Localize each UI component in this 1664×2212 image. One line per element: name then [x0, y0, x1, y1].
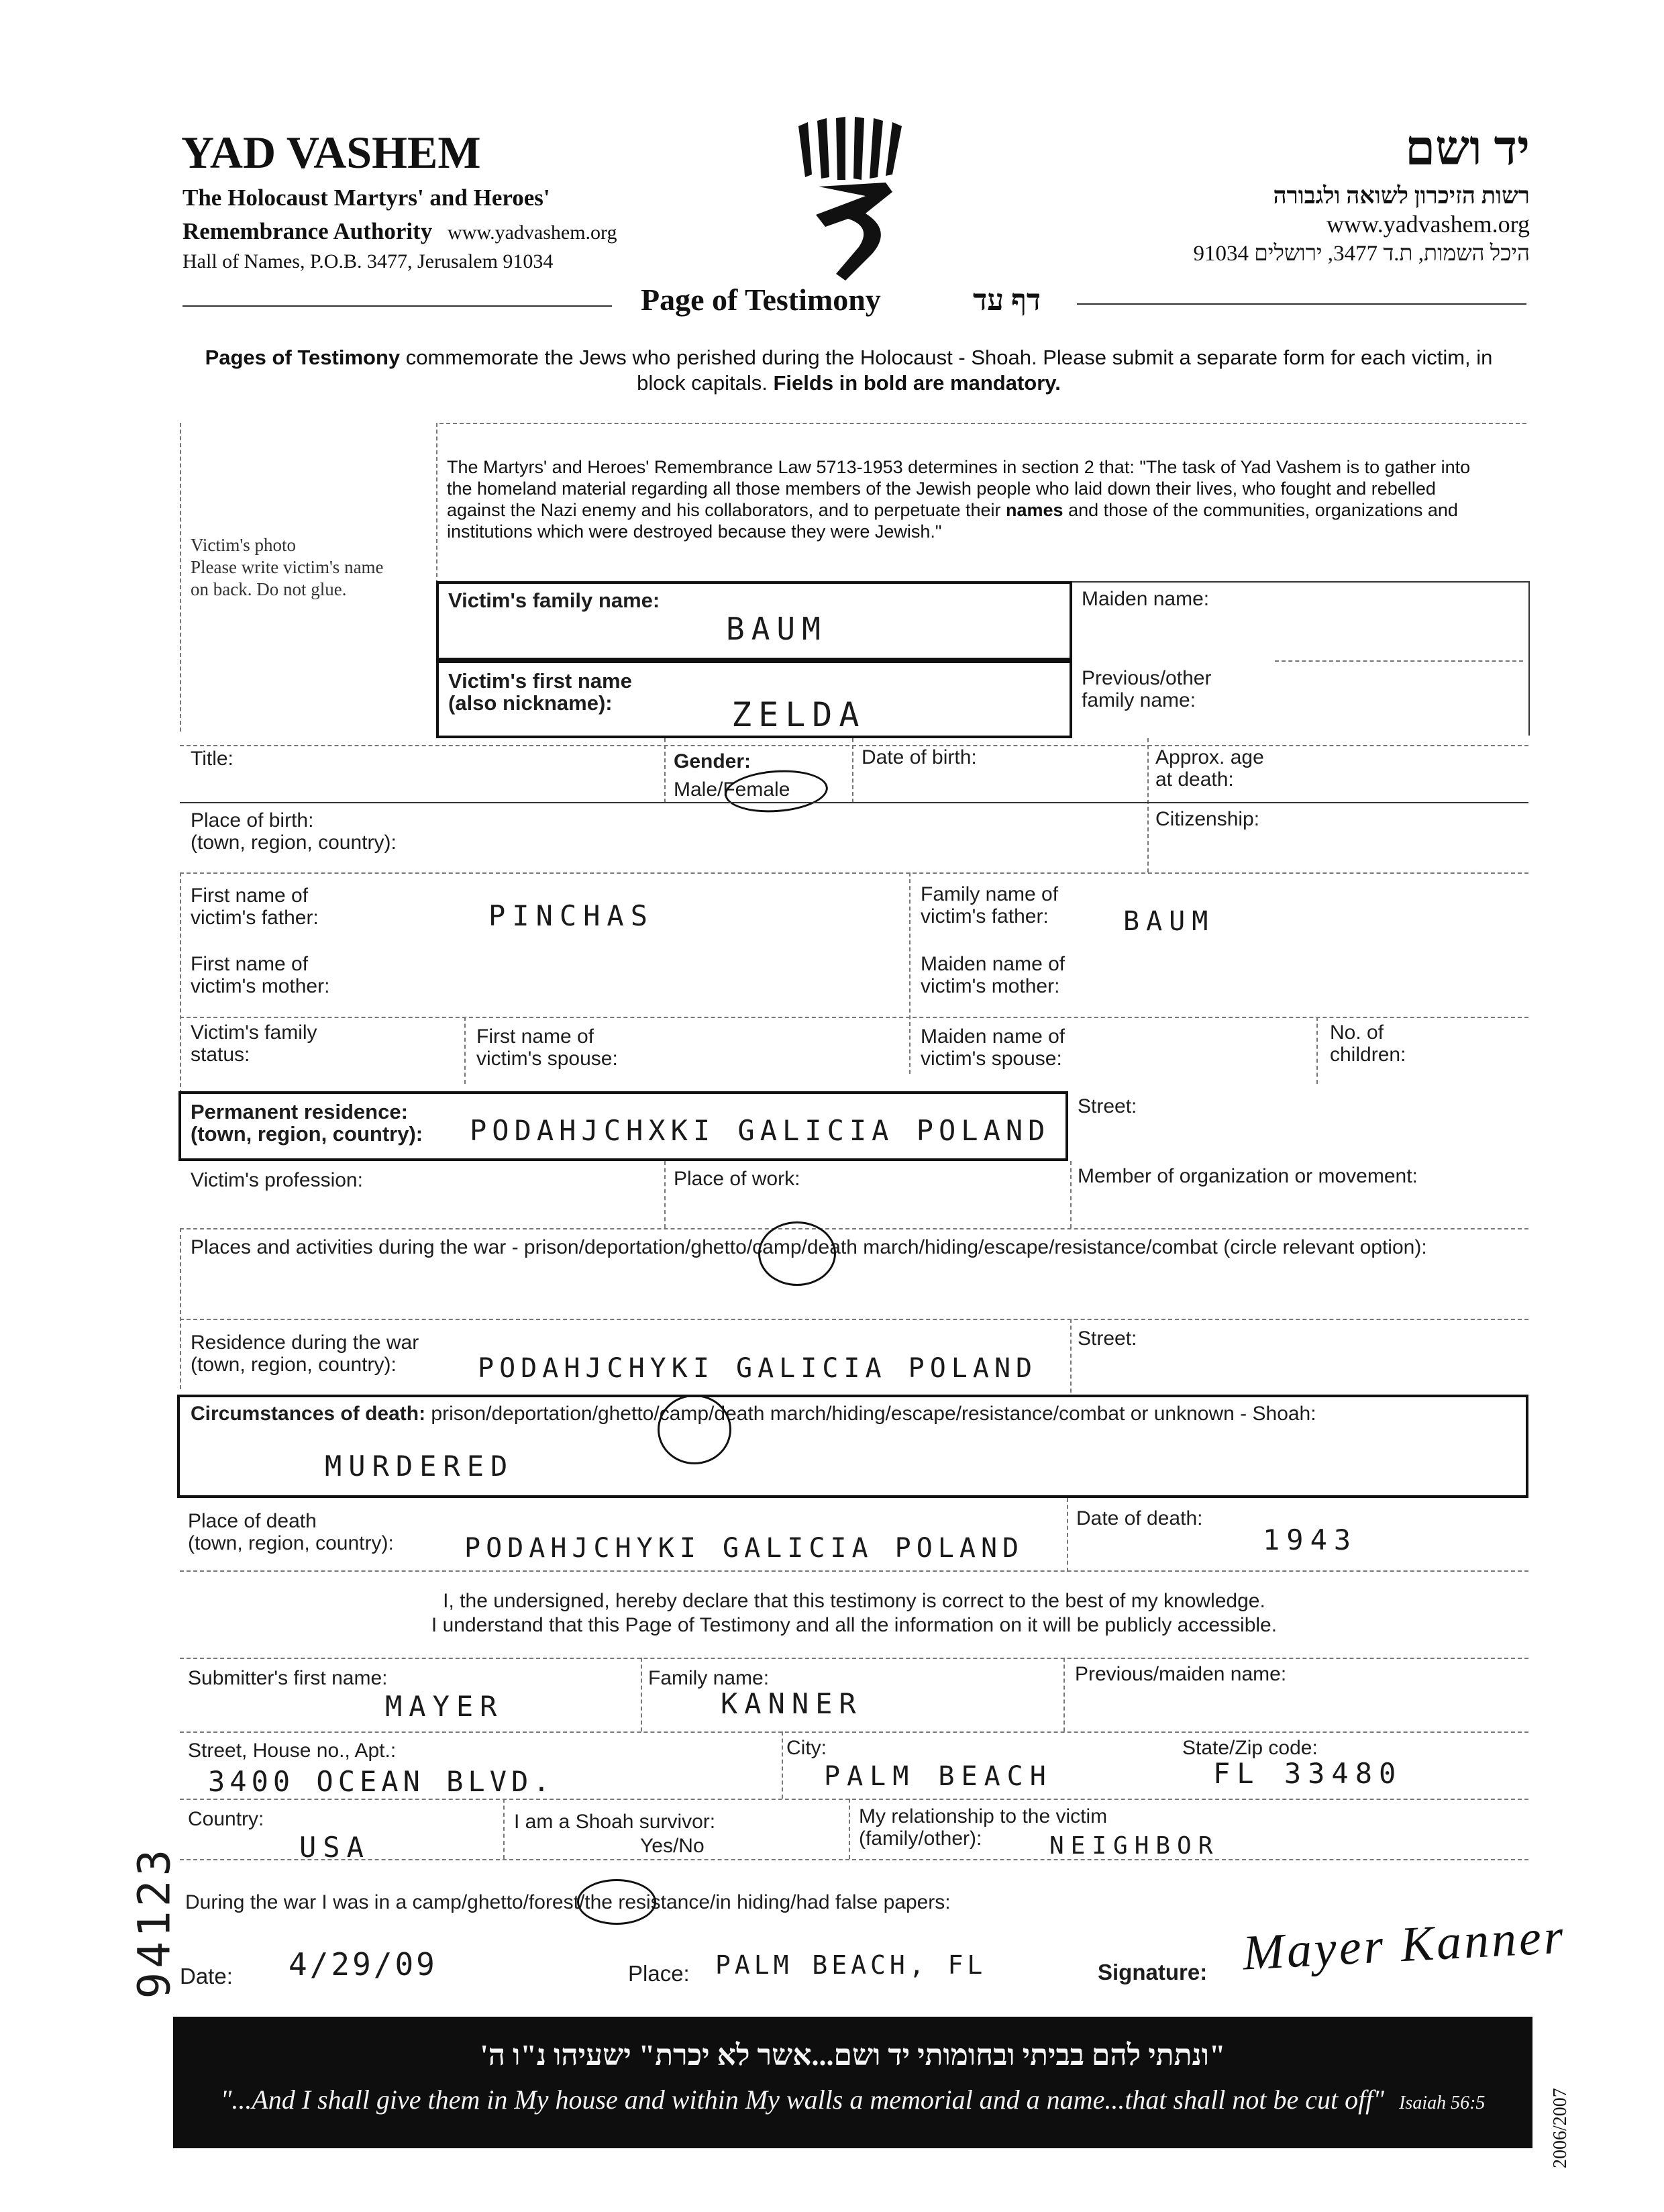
citizenship-label: Citizenship:	[1155, 808, 1260, 830]
during-war-text: During the war I was in a camp/ghetto/forest/the resistance/in hiding/had false papers:	[185, 1891, 951, 1913]
places-ghetto-circle	[758, 1221, 836, 1286]
footer-english-quote: "...And I shall give them in My house and within My walls a memorial and a name...that shall not be cut off" Isaiah 56:5	[220, 2084, 1486, 2115]
gender-label: Gender:	[674, 750, 751, 772]
circumstances-value: MURDERED	[325, 1450, 515, 1482]
website-right: www.yadvashem.org	[1327, 211, 1530, 238]
spouse-first-label: First name of victim's spouse:	[476, 1025, 618, 1070]
city-value: PALM BEACH	[824, 1761, 1053, 1792]
place-of-work-label: Place of work:	[674, 1168, 800, 1190]
family-status-label: Victim's family status:	[191, 1021, 317, 1066]
relationship-label: My relationship to the victim (family/other):	[859, 1805, 1108, 1850]
place-of-birth-label: Place of birth: (town, region, country):	[191, 809, 397, 854]
date-label: Date:	[180, 1964, 233, 1989]
photo-instructions: Victim's photo Please write victim's name on back. Do not glue.	[191, 535, 384, 599]
maiden-name-label: Maiden name:	[1082, 588, 1210, 610]
street-house-label: Street, House no., Apt.:	[188, 1740, 397, 1762]
footer-bar	[173, 2017, 1532, 2148]
hebrew-address: היכל השמות, ת.ד 3477, ירושלים 91034	[1193, 242, 1530, 266]
signature: Mayer Kanner	[1241, 1909, 1567, 1981]
permanent-residence-value: PODAHJCHXKI GALICIA POLAND	[470, 1114, 1051, 1147]
date-value: 4/29/09	[289, 1946, 437, 1982]
children-label: No. of children:	[1330, 1021, 1406, 1066]
header-rule-left	[183, 305, 612, 307]
footer-hebrew-quote: "ונתתי להם בביתי ובחומותי יד ושם...אשר לא יכרת" ישעיהו נ"ו ה'	[480, 2039, 1226, 2072]
page-number: 94123	[128, 1845, 180, 1999]
title-label: Title:	[191, 748, 233, 770]
war-residence-value: PODAHJCHYKI GALICIA POLAND	[478, 1353, 1038, 1384]
country-label: Country:	[188, 1808, 264, 1830]
yad-vashem-logo	[792, 113, 919, 282]
death-date-label: Date of death:	[1076, 1507, 1203, 1529]
gender-options[interactable]: Male/Female	[674, 778, 790, 801]
survivor-label: I am a Shoah survivor:	[514, 1811, 716, 1833]
father-family-label: Family name of victim's father:	[921, 883, 1059, 927]
first-name-label: Victim's first name (also nickname):	[448, 669, 632, 715]
form-title: Page of Testimony	[641, 283, 881, 317]
street-house-value: 3400 OCEAN BLVD.	[208, 1765, 555, 1798]
place-value: PALM BEACH, FL	[715, 1950, 987, 1980]
profession-label: Victim's profession:	[191, 1169, 363, 1191]
law-text: The Martyrs' and Heroes' Remembrance Law 5713-1953 determines in section 2 that: "The task of Yad Vashem is to gather into the homeland material regarding all those members of the Jewish people who laid down their lives, who fought and rebelled against the Nazi enemy and his collaborators, and to perpetuate their names and those of the communities, organizations and institutions which were destroyed because they were Jewish."	[447, 457, 1471, 542]
declaration-text: I, the undersigned, hereby declare that this testimony is correct to the best of my knowledge. I understand that this Page of Testimony and all the information on it will be publicly accessible.	[431, 1590, 1278, 1636]
website-left: www.yadvashem.org	[448, 221, 617, 244]
first-name-value: ZELDA	[731, 695, 866, 734]
family-name-label: Victim's family name:	[448, 589, 660, 612]
mother-maiden-label: Maiden name of victim's mother:	[921, 953, 1065, 997]
state-zip-label: State/Zip code:	[1182, 1737, 1318, 1759]
father-first-label: First name of victim's father:	[191, 885, 319, 929]
signature-label: Signature:	[1098, 1960, 1208, 1984]
org-name: YAD VASHEM	[181, 127, 481, 178]
places-activities-text: Places and activities during the war - prison/deportation/ghetto/camp/death march/hiding/escape/resistance/combat (circle relevant option):	[191, 1236, 1427, 1258]
father-family-value: BAUM	[1123, 906, 1215, 937]
country-value: USA	[299, 1831, 370, 1864]
form-title-hebrew: דף עד	[973, 284, 1041, 317]
hebrew-name: יד ושם	[1405, 121, 1530, 175]
death-date-value: 1943	[1263, 1523, 1358, 1556]
death-place-value: PODAHJCHYKI GALICIA POLAND	[464, 1533, 1025, 1564]
forest-circle	[577, 1879, 656, 1925]
hebrew-authority: רשות הזיכרון לשואה ולגבורה	[1273, 183, 1530, 209]
submitter-first-label: Submitter's first name:	[188, 1667, 388, 1689]
submitter-family-label: Family name:	[648, 1667, 770, 1689]
submitter-first-value: MAYER	[385, 1690, 504, 1723]
org-subtitle-2: Remembrance Authority www.yadvashem.org	[183, 218, 617, 244]
gender-female-circle	[723, 767, 829, 816]
header-rule-right	[1077, 303, 1526, 305]
org-subtitle-1: The Holocaust Martyrs' and Heroes'	[183, 185, 550, 211]
dob-label: Date of birth:	[862, 746, 977, 768]
address-left: Hall of Names, P.O.B. 3477, Jerusalem 91034	[183, 250, 554, 272]
survivor-options[interactable]: Yes/No	[640, 1835, 705, 1857]
intro-text: Pages of Testimony commemorate the Jews who perished during the Holocaust - Shoah. Please submit a separate form for each victim, in block capitals. Fields in bold are mandatory.	[205, 346, 1493, 395]
war-residence-label: Residence during the war (town, region, country):	[191, 1331, 419, 1376]
spouse-maiden-label: Maiden name of victim's spouse:	[921, 1025, 1065, 1070]
war-street-label: Street:	[1078, 1327, 1137, 1350]
mother-first-label: First name of victim's mother:	[191, 953, 330, 997]
relationship-value: NEIGHBOR	[1049, 1832, 1220, 1860]
previous-family-name-label: Previous/other family name:	[1082, 667, 1212, 711]
permanent-residence-label: Permanent residence: (town, region, country):	[191, 1100, 423, 1146]
age-at-death-label: Approx. age at death:	[1155, 746, 1264, 791]
street-label: Street:	[1078, 1095, 1137, 1117]
form-version: 2006/2007	[1550, 2088, 1571, 2168]
state-zip-value: FL 33480	[1213, 1757, 1403, 1790]
circumstances-ghetto-circle	[658, 1395, 731, 1464]
circumstances-text: Circumstances of death: prison/deportation/ghetto/camp/death march/hiding/escape/resistance/combat or unknown - Shoah:	[191, 1403, 1316, 1425]
place-label: Place:	[628, 1961, 690, 1986]
family-name-value: BAUM	[726, 611, 827, 647]
death-place-label: Place of death (town, region, country):	[188, 1510, 394, 1554]
submitter-previous-label: Previous/maiden name:	[1075, 1663, 1287, 1685]
member-organization-label: Member of organization or movement:	[1078, 1165, 1418, 1187]
city-label: City:	[786, 1737, 827, 1759]
father-first-value: PINCHAS	[488, 899, 655, 932]
submitter-family-value: KANNER	[721, 1687, 863, 1720]
